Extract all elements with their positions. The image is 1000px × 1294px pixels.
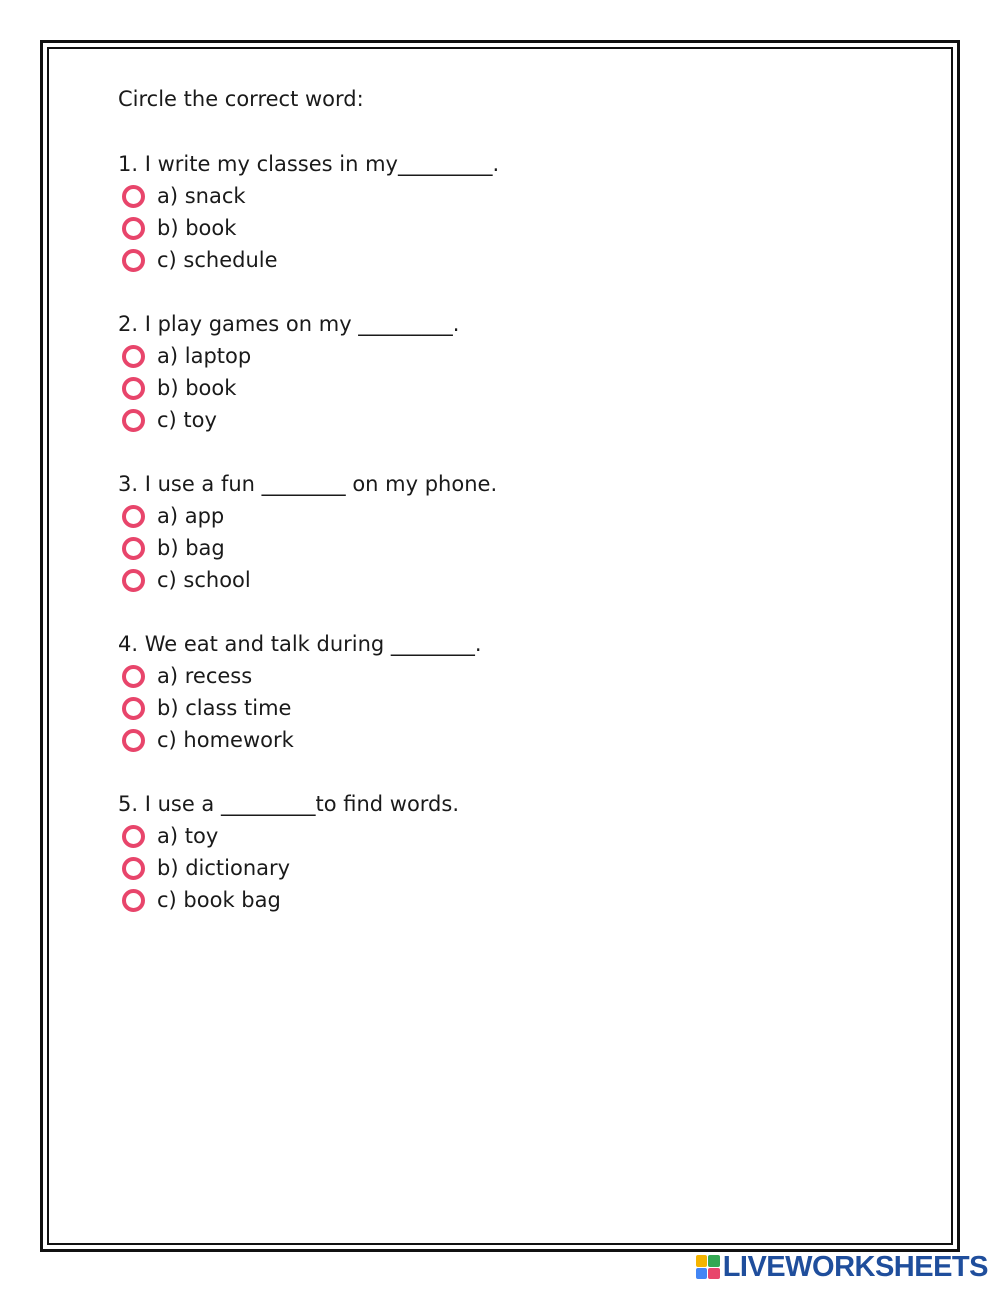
question-2: [118, 308, 818, 436]
question-prompt: 1. I write my classes in my_________.: [118, 152, 500, 176]
radio-circle-icon[interactable]: [122, 505, 145, 528]
answer-option-label: a) toy: [157, 824, 219, 848]
radio-circle-icon[interactable]: [122, 537, 145, 560]
answer-option[interactable]: [118, 404, 818, 436]
logo-tile: [696, 1255, 708, 1267]
question-5: [118, 788, 818, 916]
question-prompt: 4. We eat and talk during ________.: [118, 632, 482, 656]
radio-circle-icon[interactable]: [122, 857, 145, 880]
answer-option[interactable]: [118, 340, 818, 372]
brand-name: LIVEWORKSHEETS: [722, 1251, 988, 1283]
answer-option-label: b) book: [157, 216, 237, 240]
answer-option-label: b) class time: [157, 696, 292, 720]
answer-option-label: a) recess: [157, 664, 253, 688]
answer-option-label: c) toy: [157, 408, 217, 432]
answer-option[interactable]: [118, 852, 818, 884]
radio-circle-icon[interactable]: [122, 729, 145, 752]
question-3: [118, 468, 818, 596]
answer-option-label: c) school: [157, 568, 251, 592]
radio-circle-icon[interactable]: [122, 217, 145, 240]
logo-tile: [708, 1255, 720, 1267]
radio-circle-icon[interactable]: [122, 345, 145, 368]
question-4: [118, 628, 818, 756]
answer-option[interactable]: [118, 212, 818, 244]
answer-option[interactable]: [118, 564, 818, 596]
answer-option[interactable]: [118, 180, 818, 212]
radio-circle-icon[interactable]: [122, 665, 145, 688]
logo-tile: [696, 1268, 708, 1280]
liveworksheets-brand[interactable]: [696, 1252, 988, 1282]
answer-option[interactable]: [118, 244, 818, 276]
question-prompt: 5. I use a _________to find words.: [118, 792, 460, 816]
worksheet-content: [118, 84, 818, 948]
answer-option-label: c) book bag: [157, 888, 281, 912]
answer-option-label: a) laptop: [157, 344, 252, 368]
radio-circle-icon[interactable]: [122, 409, 145, 432]
answer-option-label: b) dictionary: [157, 856, 291, 880]
instruction-text: Circle the correct word:: [118, 87, 364, 111]
answer-option[interactable]: [118, 820, 818, 852]
answer-option[interactable]: [118, 500, 818, 532]
answer-option[interactable]: [118, 372, 818, 404]
answer-option-label: a) app: [157, 504, 225, 528]
radio-circle-icon[interactable]: [122, 825, 145, 848]
answer-option-label: b) book: [157, 376, 237, 400]
answer-option-label: c) schedule: [157, 248, 278, 272]
answer-option-label: c) homework: [157, 728, 294, 752]
question-1: [118, 148, 818, 276]
radio-circle-icon[interactable]: [122, 185, 145, 208]
liveworksheets-logo-icon: [696, 1255, 720, 1279]
radio-circle-icon[interactable]: [122, 569, 145, 592]
question-prompt: 2. I play games on my _________.: [118, 312, 460, 336]
radio-circle-icon[interactable]: [122, 889, 145, 912]
answer-option[interactable]: [118, 532, 818, 564]
answer-option[interactable]: [118, 884, 818, 916]
answer-option-label: a) snack: [157, 184, 246, 208]
answer-option[interactable]: [118, 692, 818, 724]
answer-option[interactable]: [118, 660, 818, 692]
question-prompt: 3. I use a fun ________ on my phone.: [118, 472, 498, 496]
logo-tile: [708, 1268, 720, 1280]
radio-circle-icon[interactable]: [122, 697, 145, 720]
answer-option[interactable]: [118, 724, 818, 756]
radio-circle-icon[interactable]: [122, 377, 145, 400]
answer-option-label: b) bag: [157, 536, 225, 560]
radio-circle-icon[interactable]: [122, 249, 145, 272]
